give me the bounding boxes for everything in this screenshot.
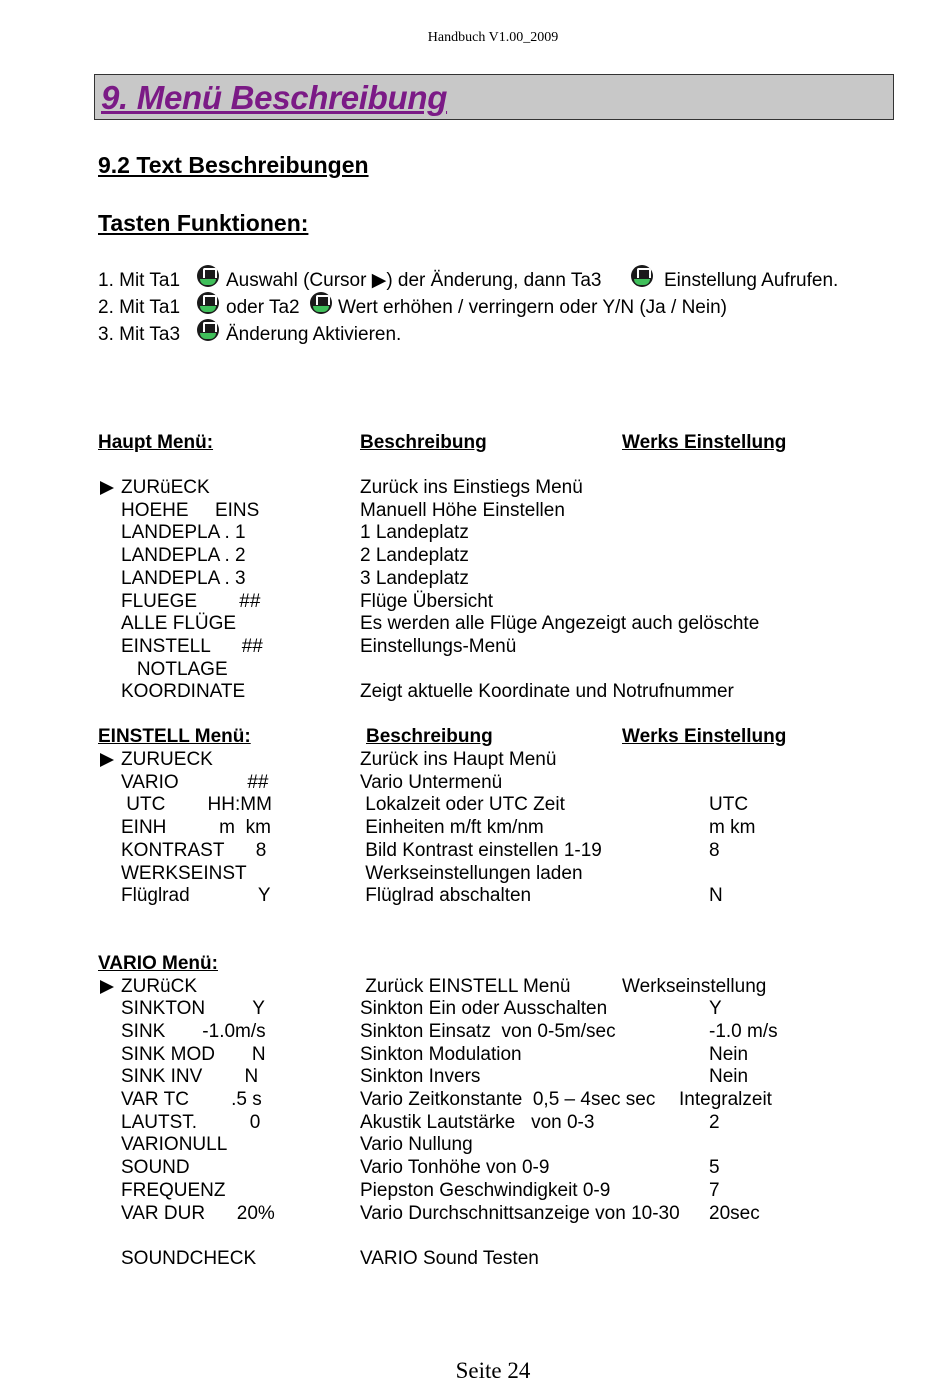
- page-number: Seite 24: [455, 1358, 531, 1383]
- vario-menu-item: SINK INV N: [121, 1066, 259, 1087]
- haupt-menu-description: Zurück ins Einstiegs Menü: [360, 477, 583, 498]
- einstell-menu-heading: EINSTELL Menü:: [98, 726, 251, 747]
- vario-menu-default: Integralzeit: [679, 1089, 772, 1110]
- vario-menu-description: VARIO Sound Testen: [360, 1248, 539, 1269]
- vario-menu-description: Vario Zeitkonstante 0,5 – 4sec sec: [360, 1089, 656, 1110]
- haupt-menu-description: Flüge Übersicht: [360, 591, 494, 612]
- vario-menu-item: VARIONULL: [121, 1134, 228, 1155]
- einstell-menu-item: WERKSEINST: [121, 863, 247, 884]
- einstell-menu-default: 8: [709, 840, 720, 861]
- chapter-title-box: [94, 74, 894, 120]
- vario-menu-item: SINK MOD N: [121, 1044, 266, 1065]
- einstell-menu-description: Vario Untermenü: [360, 772, 503, 793]
- einstell-menu-default: UTC: [709, 794, 749, 815]
- haupt-menu-item: LANDEPLA . 2: [121, 545, 246, 566]
- haupt-menu-description: 1 Landeplatz: [360, 522, 469, 543]
- keys-line2-c: Wert erhöhen / verringern oder Y/N (Ja / Nein): [338, 297, 727, 318]
- haupt-menu-heading: Haupt Menü:: [98, 432, 214, 453]
- vario-menu-item: SINKTON Y: [121, 998, 265, 1019]
- vario-menu-item: SOUND: [121, 1157, 190, 1178]
- einstell-menu-item: VARIO ##: [121, 772, 269, 793]
- vario-menu-item: LAUTST. 0: [121, 1112, 261, 1133]
- einstell-menu-description: Werkseinstellungen laden: [360, 863, 583, 884]
- vario-menu-description: Sinkton Ein oder Ausschalten: [360, 998, 608, 1019]
- vario-menu-default: 7: [709, 1180, 720, 1201]
- keys-line1-a: 1. Mit Ta1: [98, 270, 181, 291]
- keys-line1-b: Auswahl (Cursor ▶) der Änderung, dann Ta3: [226, 270, 602, 291]
- vario-menu-default: 20sec: [709, 1203, 760, 1224]
- vario-menu-default: Nein: [709, 1066, 749, 1087]
- keys-line3-a: 3. Mit Ta3: [98, 324, 181, 345]
- section-heading: 9.2 Text Beschreibungen: [98, 152, 369, 178]
- einstell-menu-description: Flüglrad abschalten: [360, 885, 532, 906]
- haupt-description-heading: Beschreibung: [360, 432, 487, 453]
- haupt-menu-item: KOORDINATE: [121, 681, 246, 702]
- haupt-menu-description: Es werden alle Flüge Angezeigt auch gelöschte: [360, 613, 760, 634]
- einstell-menu-item: UTC HH:MM: [121, 794, 272, 815]
- cursor-arrow-icon: [100, 753, 114, 767]
- vario-menu-description: Vario Nullung: [360, 1134, 473, 1155]
- chapter-title: 9. Menü Beschreibung: [101, 79, 448, 116]
- einstell-menu-default: N: [709, 885, 723, 906]
- haupt-default-heading: Werks Einstellung: [622, 432, 787, 453]
- einstell-menu-description: Lokalzeit oder UTC Zeit: [360, 794, 565, 815]
- haupt-menu-item: LANDEPLA . 1: [121, 522, 246, 543]
- vario-default-heading: Werkseinstellung: [622, 976, 767, 997]
- einstell-menu-default: m km: [709, 817, 756, 838]
- vario-menu-description: Piepston Geschwindigkeit 0-9: [360, 1180, 611, 1201]
- einstell-menu-item: Flüglrad Y: [121, 885, 271, 906]
- haupt-menu-item: NOTLAGE: [121, 659, 228, 680]
- haupt-menu-item: FLUEGE ##: [121, 591, 261, 612]
- haupt-menu-description: Manuell Höhe Einstellen: [360, 500, 565, 521]
- vario-menu-description: Sinkton Einsatz von 0-5m/sec: [360, 1021, 616, 1042]
- vario-menu-default: Y: [709, 998, 722, 1019]
- vario-menu-default: 2: [709, 1112, 720, 1133]
- einstell-menu-item: ZURUECK: [121, 749, 213, 770]
- haupt-menu-description: 3 Landeplatz: [360, 568, 469, 589]
- einstell-default-heading: Werks Einstellung: [622, 726, 787, 747]
- keys-line1-c: Einstellung Aufrufen.: [664, 270, 839, 291]
- einstell-menu-item: EINH m km: [121, 817, 271, 838]
- einstell-menu-description: Zurück ins Haupt Menü: [360, 749, 557, 770]
- haupt-menu-item: LANDEPLA . 3: [121, 568, 246, 589]
- vario-menu-description: Zurück EINSTELL Menü: [360, 976, 571, 997]
- einstell-description-heading: Beschreibung: [366, 726, 493, 747]
- keys-line2-b: oder Ta2: [226, 297, 300, 318]
- vario-menu-description: Vario Tonhöhe von 0-9: [360, 1157, 550, 1178]
- haupt-menu-item: HOEHE EINS: [121, 500, 260, 521]
- ta1-key-icon: [197, 265, 219, 287]
- vario-menu-default: -1.0 m/s: [709, 1021, 778, 1042]
- ta2-key-icon: [310, 292, 332, 314]
- vario-menu-heading: VARIO Menü:: [98, 953, 218, 974]
- vario-menu-item: ZURüCK: [121, 976, 198, 997]
- vario-menu-default: 5: [709, 1157, 720, 1178]
- vario-menu-item: VAR DUR 20%: [121, 1203, 275, 1224]
- cursor-arrow-icon: [100, 980, 114, 994]
- subsection-heading: Tasten Funktionen:: [98, 210, 309, 236]
- ta3-key-icon: [631, 265, 653, 287]
- vario-menu-item: SOUNDCHECK: [121, 1248, 257, 1269]
- haupt-menu-item: ZURüECK: [121, 477, 210, 498]
- einstell-menu-description: Bild Kontrast einstellen 1-19: [360, 840, 602, 861]
- vario-menu-item: FREQUENZ: [121, 1180, 226, 1201]
- haupt-menu-description: Einstellungs-Menü: [360, 636, 517, 657]
- vario-menu-description: Vario Durchschnittsanzeige von 10-30: [360, 1203, 680, 1224]
- haupt-menu-description: 2 Landeplatz: [360, 545, 469, 566]
- haupt-menu-item: ALLE FLÜGE: [121, 613, 237, 634]
- vario-menu-item: VAR TC .5 s: [121, 1089, 262, 1110]
- haupt-menu-item: EINSTELL ##: [121, 636, 263, 657]
- cursor-arrow-icon: [100, 481, 114, 495]
- ta3-key-icon: [197, 319, 219, 341]
- einstell-menu-item: KONTRAST 8: [121, 840, 267, 861]
- vario-menu-description: Akustik Lautstärke von 0-3: [360, 1112, 595, 1133]
- einstell-menu-description: Einheiten m/ft km/nm: [360, 817, 544, 838]
- keys-line3-b: Änderung Aktivieren.: [226, 324, 402, 345]
- keys-line2-a: 2. Mit Ta1: [98, 297, 181, 318]
- page-header: Handbuch V1.00_2009: [427, 30, 559, 45]
- haupt-menu-description: Zeigt aktuelle Koordinate und Notrufnummer: [360, 681, 734, 702]
- vario-menu-description: Sinkton Modulation: [360, 1044, 522, 1065]
- vario-menu-default: Nein: [709, 1044, 749, 1065]
- vario-menu-item: SINK -1.0m/s: [121, 1021, 266, 1042]
- ta1-key-icon: [197, 292, 219, 314]
- vario-menu-description: Sinkton Invers: [360, 1066, 481, 1087]
